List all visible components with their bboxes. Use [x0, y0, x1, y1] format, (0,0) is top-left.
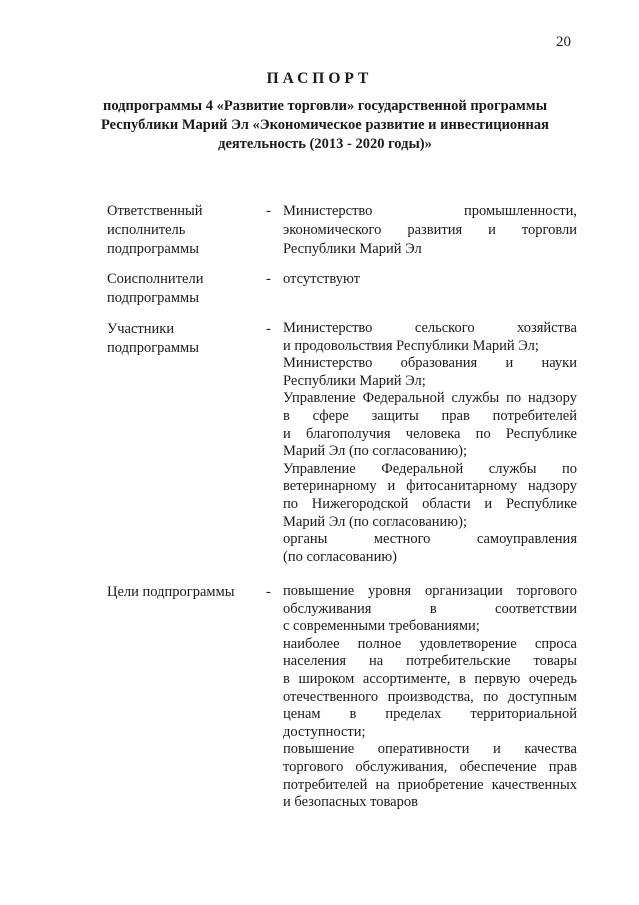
- document-subtitle: [60, 97, 590, 154]
- content-line: Республики Марий Эл;: [283, 372, 426, 389]
- content-line: Управление Федеральной службы по: [283, 460, 577, 477]
- row-label: [107, 583, 257, 602]
- subtitle-line: Республики Марий Эл «Экономическое развитие и инвестиционная: [100, 117, 549, 133]
- row-label: [107, 270, 257, 308]
- content-line: отечественного производства, по доступным: [283, 688, 577, 705]
- row-dash: -: [266, 271, 271, 287]
- label-line: Цели подпрограммы: [107, 584, 235, 600]
- row-dash: -: [266, 203, 271, 219]
- content-line: Марий Эл (по согласованию);: [283, 443, 467, 460]
- content-line: органы местного самоуправления: [283, 531, 577, 548]
- content-line: и благополучия человека по Республике: [283, 425, 577, 442]
- content-line: Министерство промышленности,: [283, 203, 577, 219]
- content-line: ценам в пределах территориальной: [283, 706, 577, 723]
- document-title: ПАСПОРТ: [266, 70, 373, 87]
- content-line: (по согласованию): [283, 548, 397, 565]
- content-line: Министерство сельского хозяйства: [283, 320, 577, 336]
- content-line: в широком ассортименте, в первую очередь: [283, 670, 577, 687]
- content-line: Министерство образования и науки: [283, 355, 577, 372]
- label-line: исполнитель: [107, 222, 186, 238]
- content-line: торгового обслуживания, обеспечение прав: [283, 758, 577, 775]
- row-label: [107, 202, 257, 259]
- content-line: и безопасных товаров: [283, 794, 418, 811]
- content-line: обслуживания в соответствии: [283, 600, 577, 617]
- row-content: [283, 202, 577, 259]
- content-line: ветеринарному и фитосанитарному надзору: [283, 478, 577, 495]
- label-line: Ответственный: [107, 203, 203, 219]
- label-line: подпрограммы: [107, 290, 199, 306]
- content-line: наиболее полное удовлетворение спроса: [283, 635, 577, 652]
- content-line: Республики Марий Эл: [283, 241, 422, 257]
- page-number: 20: [556, 34, 571, 50]
- content-line: потребителей на приобретение качественных: [283, 776, 577, 793]
- label-line: Соисполнители: [107, 271, 204, 287]
- content-line: повышение оперативности и качества: [283, 741, 577, 758]
- content-line: отсутствуют: [283, 271, 360, 287]
- row-content: [283, 270, 577, 289]
- row-label: [107, 320, 257, 358]
- content-line: населения на потребительские товары: [283, 653, 577, 670]
- content-line: Марий Эл (по согласованию);: [283, 513, 467, 530]
- content-line: в сфере защиты прав потребителей: [283, 407, 577, 424]
- content-line: повышение уровня организации торгового: [283, 583, 577, 599]
- content-line: Управление Федеральной службы по надзору: [283, 390, 577, 407]
- label-line: подпрограммы: [107, 340, 199, 356]
- row-dash: -: [266, 321, 271, 337]
- label-line: подпрограммы: [107, 241, 199, 257]
- content-line: с современными требованиями;: [283, 618, 480, 635]
- content-line: по Нижегородской области и Республике: [283, 495, 577, 512]
- content-line: экономического развития и торговли: [283, 222, 577, 238]
- row-content: [283, 320, 577, 566]
- label-line: Участники: [107, 321, 175, 337]
- content-line: и продовольствия Республики Марий Эл;: [283, 337, 539, 354]
- row-dash: -: [266, 584, 271, 600]
- subtitle-line: деятельность (2013 - 2020 годы)»: [218, 136, 432, 152]
- row-content: [283, 583, 577, 812]
- subtitle-line: подпрограммы 4 «Развитие торговли» государственной программы: [102, 98, 548, 114]
- content-line: доступности;: [283, 723, 366, 740]
